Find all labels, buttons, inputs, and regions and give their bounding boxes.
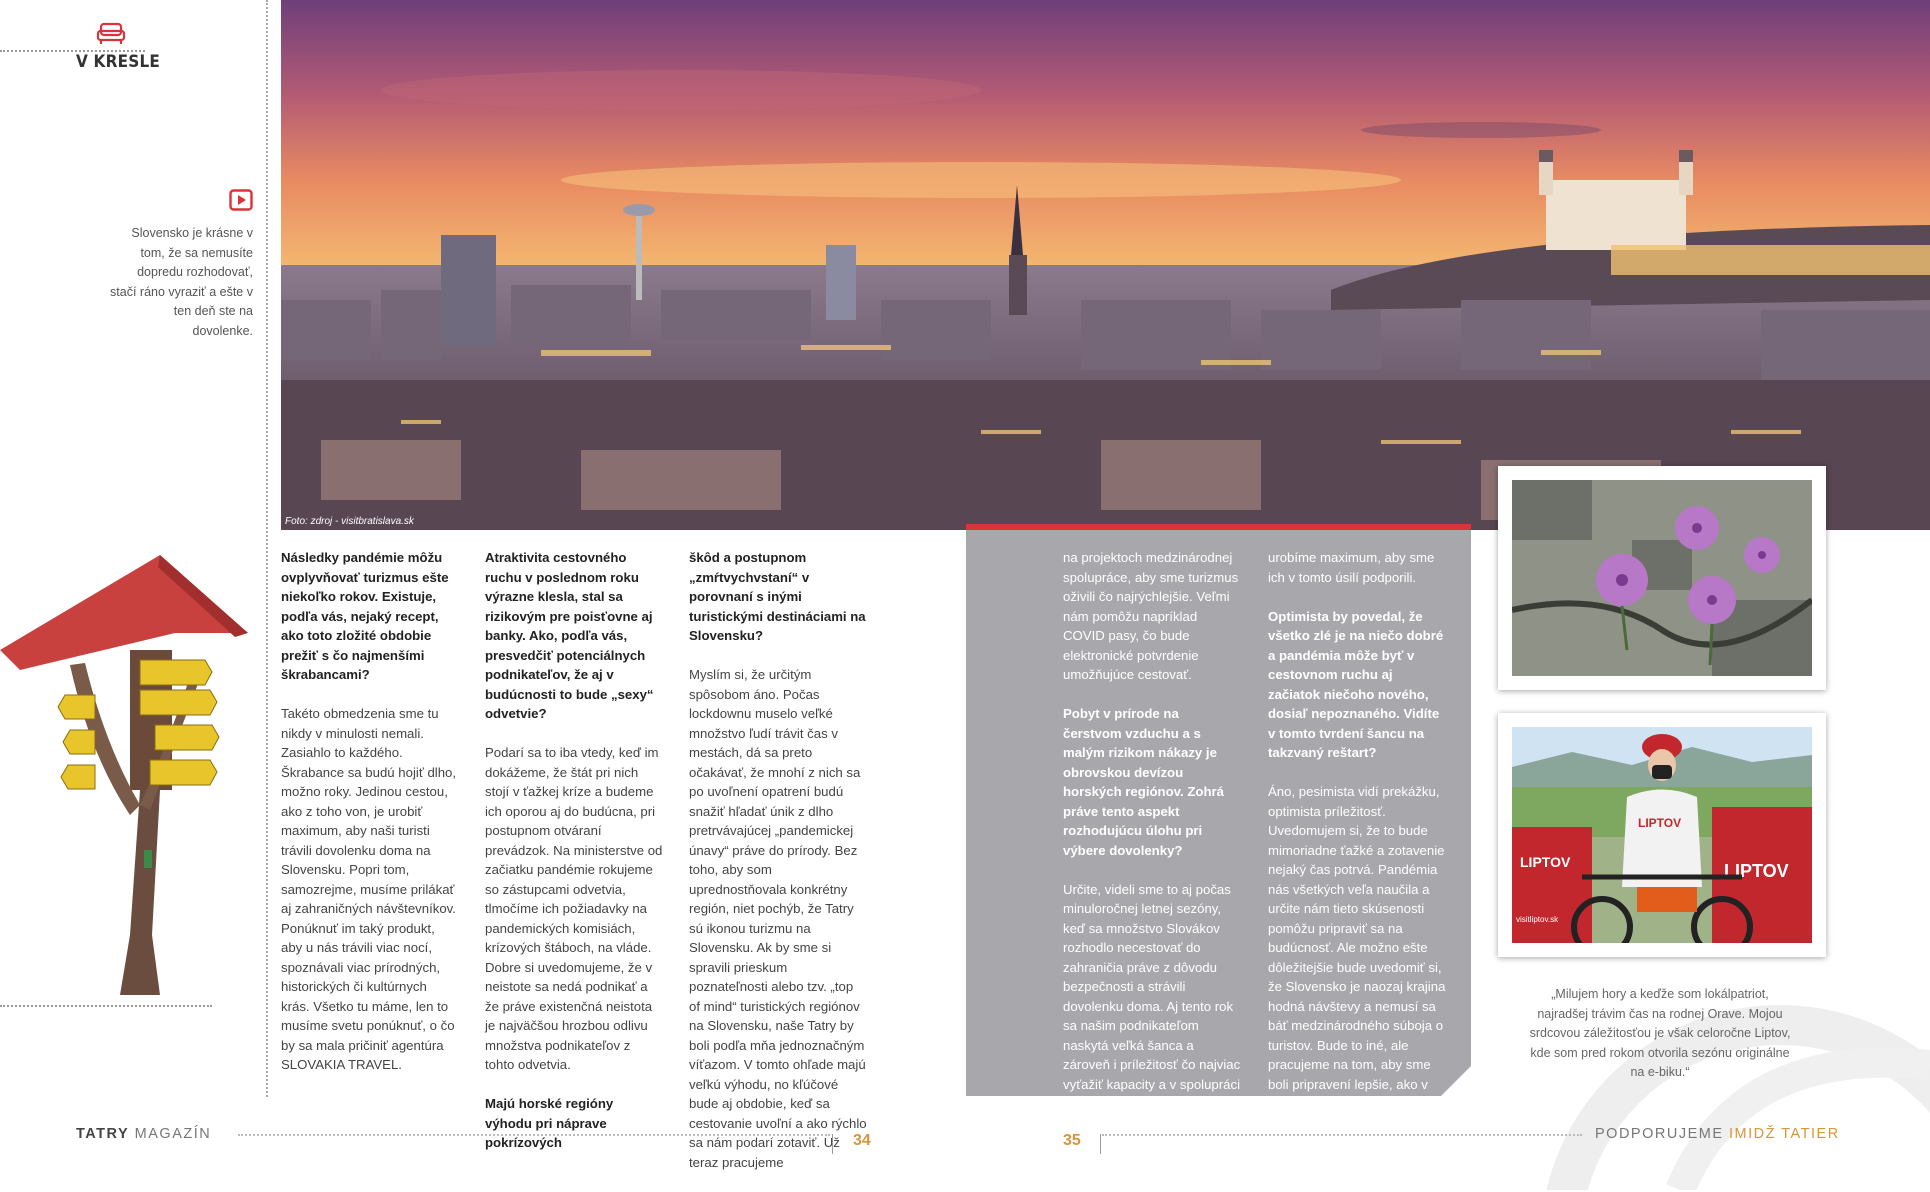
- tagline-light: PODPORUJEME: [1595, 1126, 1724, 1142]
- magazine-name: [76, 1126, 211, 1142]
- interview-answer: Myslím si, že určitým spôsobom áno. Počas lockdownu muselo veľké množstvo ľudí trávit čas v mestách, dá sa preto očakávať, že mnohí z nich sa po uvoľnení opatrení budú snažiť hľadať únik z dlho pretrvávajúcej „pandemickej únavy“ práve do prírody. Bez toho, aby som uprednostňovala konkrétny región, niet pochýb, že Tatry sú ikonou turizmu na Slovensku. Ak by sme si spravili prieskum poznateľnosti alebo tzv. „top of mind“ turistických regiónov na Slovensku, naše Tatry by boli podľa mňa jednoznačným víťazom. V tomto ohľade majú veľkú výhodu, no kľúčové bude aj obdobie, keď sa cestovanie uvoľní a ako rýchlo sa nám podarí zotaviť. Už teraz pracujeme: [689, 667, 867, 1170]
- article-column-3: [689, 548, 867, 1192]
- sidebar-teaser: Slovensko je krásne v tom, že sa nemusíte dopredu rozhodovať, stačí ráno vyraziť a ešte v ten deň ste na dovolenke.: [110, 226, 253, 338]
- interview-question: Atraktivita cestovného ruchu v poslednom roku výrazne klesla, stal sa rizikovým pre poisťovne aj banky. Ako, podľa vás, presvedčiť potenciálnych podnikateľov, že aj v budúcnosti to bude „sexy“ odvetvie?: [485, 550, 654, 721]
- banner-text-left: LIPTOV: [1520, 854, 1571, 870]
- section-tagline: [1595, 1126, 1840, 1142]
- article-column-4: [1063, 548, 1241, 1133]
- jersey-text: LIPTOV: [1638, 816, 1682, 830]
- section-label: V KRESLE: [76, 52, 161, 72]
- magazine-name-light: MAGAZÍN: [134, 1126, 212, 1142]
- magazine-name-bold: TATRY: [76, 1126, 130, 1142]
- pull-quote: „Milujem hory a keďže som lokálpatriot, najradšej trávim čas na rodnej Orave. Mojou srdcovou záležitosťou je však celoročne Liptov, kde som pred rokom otvorila sezónu originálne na e-biku.“: [1529, 987, 1791, 1079]
- article-column-1: [281, 548, 459, 1094]
- interview-answer: urobíme maximum, aby sme ich v tomto úsilí podporili.: [1268, 550, 1435, 585]
- bottom-divider-left: [0, 1005, 212, 1007]
- banner-url: visitliptov.sk: [1516, 915, 1559, 924]
- play-icon: [229, 189, 253, 211]
- tagline-highlight: IMIDŽ TATIER: [1729, 1126, 1840, 1142]
- cyclist-photo: [1512, 727, 1812, 943]
- interview-answer: Určite, videli sme to aj počas minuloročnej letnej sezóny, keď sa množstvo Slovákov rozhodlo necestovať do zahraničia práve z dôvodu bezpečnosti a strávili dovolenku doma. Aj tento rok sa našim podnikateľom naskytá veľká šanca a zároveň i príležitosť čo najviac vyťažiť kapacity a v spolupráci so SLOVAKIA TRAVEL: [1063, 881, 1241, 1111]
- interview-answer: Áno, pesimista vidí prekážku, optimista príležitosť. Uvedomujem si, že to bude mimoriadne ťažké a zotavenie nejaký čas potrvá. Pandémia nás všetkých veľa naučila a určite nám tieto skúsenosti pomôžu pripraviť sa na budúcnosť. Ale možno ešte dôležitejšie bude uvedomiť si, že Slovensko je naozaj krajina hodná návštevy a nemusí sa báť medzinárodného súboja o turistov. Bude to iné, ale pracujeme na tom, aby sme boli pripravení lepšie, ako v minulosti.: [1268, 784, 1446, 1111]
- flower-photo-frame: [1498, 466, 1826, 690]
- interview-question: Optimista by povedal, že všetko zlé je na niečo dobré a pandémia môže byť v cestovnom ruchu aj začiatok niečoho nového, dosiaľ nepoznaného. Vidíte v tomto tvrdení šancu na takzvaný reštart?: [1268, 608, 1444, 760]
- page-number-left: 34: [853, 1132, 871, 1149]
- vertical-divider: [266, 0, 268, 1097]
- article-column-5: [1268, 548, 1446, 1133]
- interview-answer: Podarí sa to iba vtedy, keď im dokážeme, že štát pri nich stojí v ťažkej kríze a budeme ich oporou aj do budúcna, pri postupnom otváraní prevádzok. Na ministerstve od začiatku pandémie rokujeme so zástupcami odvetvia, tlmočíme ich požiadavky na pandemických komisiách, krízových štáboch, na vláde. Dobre si uvedomujeme, že v neistote sa nedá podnikať a že práve existenčná neistota je najväčšou hrozbou odlivu množstva podnikateľov z tohto odvetvia.: [485, 745, 663, 1072]
- flower-photo: [1512, 480, 1812, 676]
- interview-answer: Takéto obmedzenia sme tu nikdy v minulosti nemali. Zasiahlo to každého. Škrabance sa budú hojiť dlho, možno roky. Jedinou cestou, ako z toho von, je urobiť maximum, aby naši turisti trávili dovolenku doma na Slovensku. Popri tom, samozrejme, musíme prilákať aj zahraničných návštevníkov. Ponúknuť im taký produkt, aby u nás trávili viac nocí, spoznávali viac prírodných, historických či kultúrnych krás. Všetko tu máme, len to musíme svetu ponúknuť, o čo by sa mala pričiniť agentúra SLOVAKIA TRAVEL.: [281, 706, 457, 1072]
- footer-dots-left: [238, 1134, 830, 1136]
- footer-tick-left: [832, 1134, 833, 1154]
- interview-question: škôd a postupnom „zmŕtvychvstaní“ v porovnaní s inými turistickými destináciami na Slovensku?: [689, 550, 866, 643]
- page-number-right: 35: [1063, 1132, 1081, 1149]
- cyclist-photo-frame: [1498, 713, 1826, 957]
- interview-question: Majú horské regióny výhodu pri náprave pokrízových: [485, 1096, 614, 1150]
- signpost-illustration: [0, 555, 255, 1005]
- banner-text-right: LIPTOV: [1724, 861, 1789, 881]
- sofa-icon: [96, 22, 126, 46]
- interview-question: Následky pandémie môžu ovplyvňovať turizmus ešte niekoľko rokov. Existuje, podľa vás, nejaký recept, ako toto zložité obdobie prežiť s čo najmenšími škrabancami?: [281, 550, 449, 682]
- interview-answer: na projektoch medzinárodnej spolupráce, aby sme turizmus oživili čo najrýchlejšie. Veľmi nám pomôžu napríklad COVID pasy, čo bude elektronické potvrdenie umožňujúce cestovať.: [1063, 550, 1239, 682]
- footer-dots-right: [1102, 1134, 1582, 1136]
- photo-credit: Foto: zdroj - visitbratislava.sk: [285, 516, 414, 527]
- footer-tick-right: [1100, 1134, 1101, 1154]
- hero-photo: [281, 0, 1930, 530]
- interview-question: Pobyt v prírode na čerstvom vzduchu a s malým rizikom nákazy je obrovskou devízou horských regiónov. Zohrá práve tento aspekt rozhodujúcu úlohu pri výbere dovolenky?: [1063, 706, 1224, 858]
- article-column-2: [485, 548, 663, 1172]
